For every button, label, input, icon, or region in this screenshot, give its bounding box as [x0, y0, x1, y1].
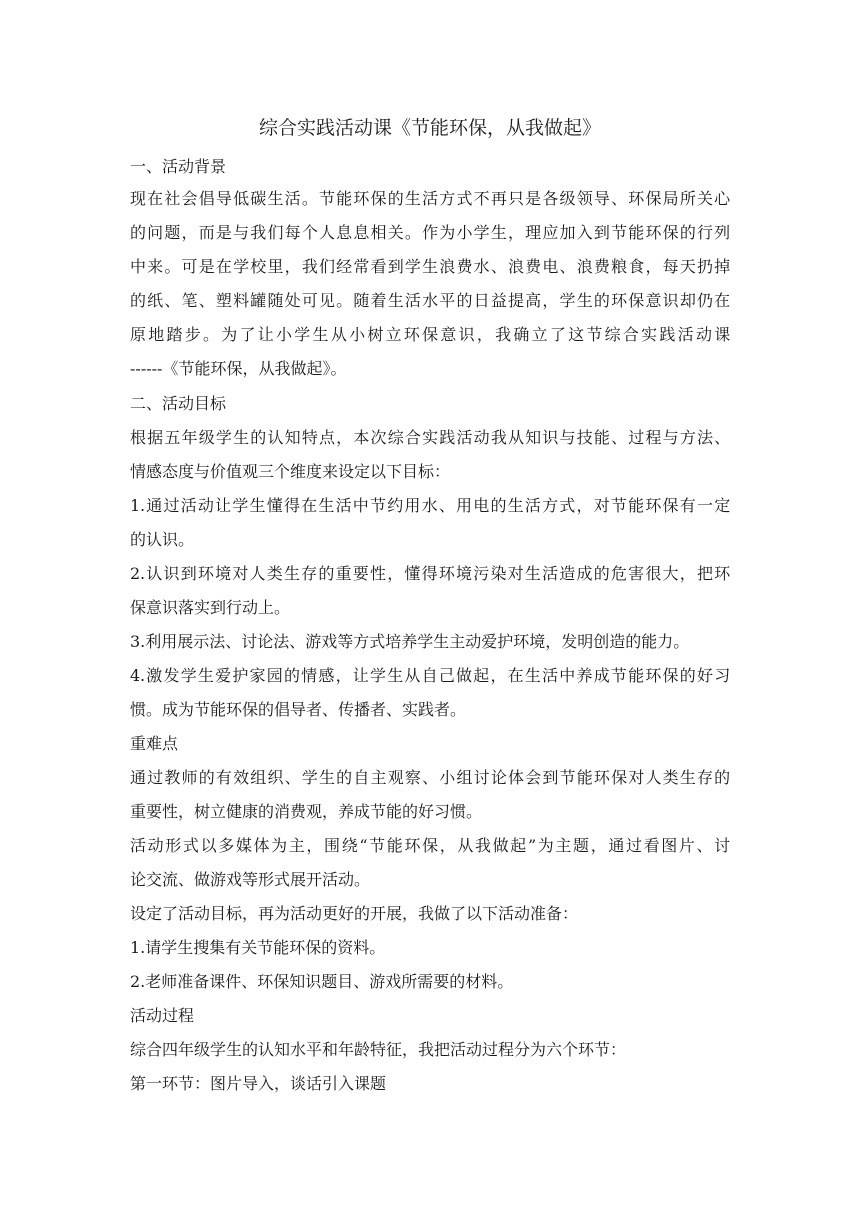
list-item-line: 1.请学生搜集有关节能环保的资料。 — [130, 938, 386, 957]
paragraph-line: ------《节能环保，从我做起》。 — [130, 359, 347, 378]
section-heading-key-points: 重难点 — [130, 734, 179, 753]
paragraph-line: 情感态度与价值观三个维度来设定以下目标： — [130, 462, 451, 481]
list-item-line: 3.利用展示法、讨论法、游戏等方式培养学生主动爱护环境，发明创造的能力。 — [130, 632, 690, 651]
paragraph-line: 设定了活动目标，再为活动更好的开展，我做了以下活动准备： — [130, 904, 579, 923]
paragraph-line: 中来。可是在学校里，我们经常看到学生浪费水、浪费电、浪费粮食，每天扔掉 — [130, 257, 730, 276]
list-item-line: 4.激发学生爱护家园的情感，让学生从自己做起，在生活中养成节能环保的好习 — [130, 666, 730, 685]
paragraph-line: 重要性，树立健康的消费观，养成节能的好习惯。 — [130, 802, 483, 821]
paragraph-line: 第一环节：图片导入，谈话引入课题 — [130, 1074, 387, 1093]
paragraph-line: 论交流、做游戏等形式展开活动。 — [130, 870, 371, 889]
paragraph-line: 根据五年级学生的认知特点，本次综合实践活动我从知识与技能、过程与方法、 — [130, 428, 730, 447]
list-item-line: 2.老师准备课件、环保知识题目、游戏所需要的材料。 — [130, 972, 514, 991]
section-heading-background: 一、活动背景 — [130, 157, 227, 176]
paragraph-line: 通过教师的有效组织、学生的自主观察、小组讨论体会到节能环保对人类生存的 — [130, 768, 730, 787]
list-item-line: 1.通过活动让学生懂得在生活中节约用水、用电的生活方式，对节能环保有一定 — [130, 496, 730, 515]
section-heading-goals: 二、活动目标 — [130, 394, 227, 413]
paragraph-line: 原地踏步。为了让小学生从小树立环保意识，我确立了这节综合实践活动课 — [130, 325, 730, 344]
paragraph-line: 的问题，而是与我们每个人息息相关。作为小学生，理应加入到节能环保的行列 — [130, 223, 730, 242]
list-item-line: 2.认识到环境对人类生存的重要性，懂得环境污染对生活造成的危害很大，把环 — [130, 564, 730, 583]
paragraph-line: 现在社会倡导低碳生活。节能环保的生活方式不再只是各级领导、环保局所关心 — [130, 189, 730, 208]
paragraph-line: 综合四年级学生的认知水平和年龄特征，我把活动过程分为六个环节： — [130, 1040, 627, 1059]
list-item-line: 惯。成为节能环保的倡导者、传播者、实践者。 — [130, 700, 467, 719]
section-heading-process: 活动过程 — [130, 1006, 195, 1025]
paragraph-line: 活动形式以多媒体为主，围绕“节能环保，从我做起”为主题，通过看图片、讨 — [130, 836, 730, 855]
list-item-line: 的认识。 — [130, 530, 195, 549]
paragraph-line: 的纸、笔、塑料罐随处可见。随着生活水平的日益提高，学生的环保意识却仍在 — [130, 291, 730, 310]
document-title: 综合实践活动课《节能环保，从我做起》 — [258, 117, 601, 139]
list-item-line: 保意识落实到行动上。 — [130, 598, 291, 617]
